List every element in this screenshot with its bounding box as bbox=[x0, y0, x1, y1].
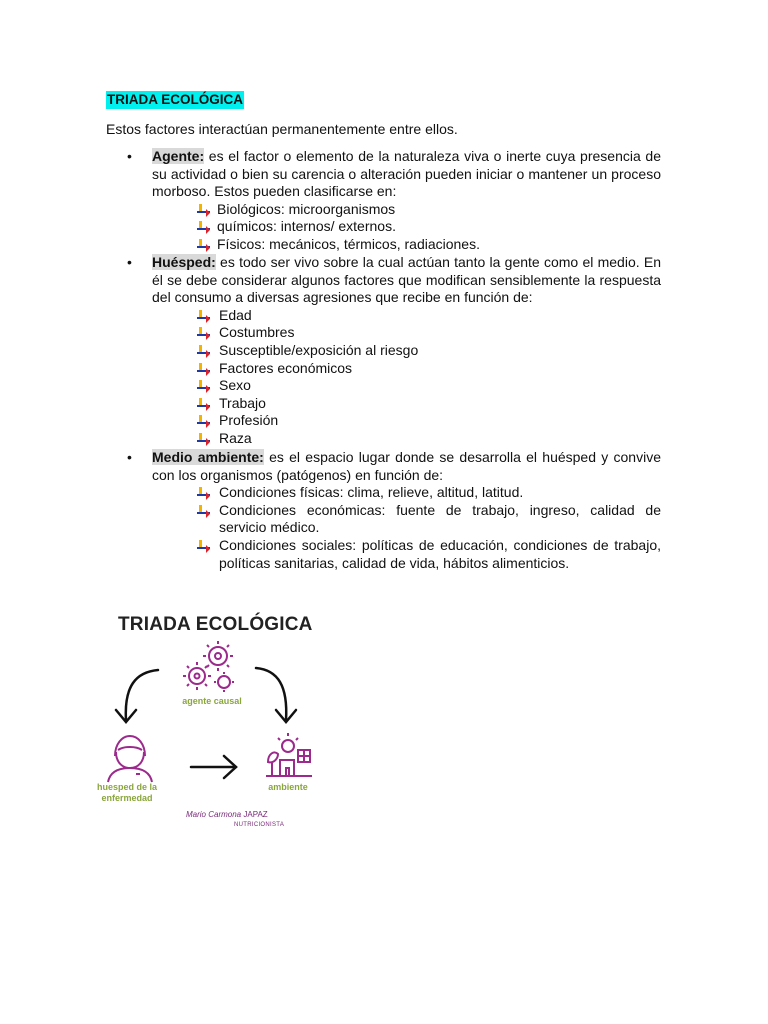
intro-text: Estos factores interactúan permanentemente entre ellos. bbox=[106, 121, 458, 137]
arrow-down-right-icon bbox=[197, 398, 210, 411]
list-item: Condiciones sociales: políticas de educación, condiciones de trabajo, políticas sanitarias, calidad de vida, hábitos alimenticios. bbox=[197, 537, 661, 572]
arrow-down-right-icon bbox=[197, 327, 210, 340]
list-item: Profesión bbox=[197, 412, 661, 430]
person-icon bbox=[108, 736, 152, 782]
term-agente: Agente: bbox=[152, 148, 205, 164]
section-agente bbox=[127, 148, 661, 254]
agent-label: agente causal bbox=[182, 696, 242, 706]
document-title: TRIADA ECOLÓGICA bbox=[107, 92, 243, 107]
bullet-dot: • bbox=[127, 148, 132, 164]
arrow-down-right-icon bbox=[197, 505, 210, 518]
list-item: Condiciones económicas: fuente de trabajo, ingreso, calidad de servicio médico. bbox=[197, 502, 661, 537]
sublist-agente bbox=[197, 201, 661, 254]
arrow-down-right-icon bbox=[197, 239, 210, 252]
arrow-down-right-icon bbox=[197, 345, 210, 358]
section-text: es el factor o elemento de la naturaleza viva o inerte cuya presencia de su actividad o bien su carencia o alteración pueden iniciar o mantener un proceso morboso. Estos pueden clasificarse en: bbox=[152, 148, 661, 200]
list-item: Raza bbox=[197, 430, 661, 448]
arrow-down-right-icon bbox=[197, 363, 210, 376]
list-item: Biológicos: microorganismos bbox=[197, 201, 661, 219]
list-item: Edad bbox=[197, 307, 661, 325]
signature bbox=[186, 810, 284, 828]
arrow-down-right-icon bbox=[197, 310, 210, 323]
arrow-down-right-icon bbox=[197, 487, 210, 500]
host-label: huesped de la enfermedad bbox=[96, 782, 158, 803]
section-medio-ambiente bbox=[127, 449, 661, 572]
term-huesped: Huésped: bbox=[152, 254, 216, 270]
list-item: Físicos: mecánicos, térmicos, radiaciones. bbox=[197, 236, 661, 254]
list-item: químicos: internos/ externos. bbox=[197, 218, 661, 236]
list-item: Trabajo bbox=[197, 395, 661, 413]
list-item: Susceptible/exposición al riesgo bbox=[197, 342, 661, 360]
list-item: Condiciones físicas: clima, relieve, altitud, latitud. bbox=[197, 484, 661, 502]
arrow-right-icon bbox=[191, 756, 236, 778]
arrow-down-right-icon bbox=[197, 540, 210, 553]
triada-figure bbox=[96, 604, 346, 834]
bullet-dot: • bbox=[127, 449, 132, 465]
figure-title: TRIADA ECOLÓGICA bbox=[118, 614, 313, 635]
signature-tag: JAPAZ bbox=[243, 810, 268, 819]
curved-arrow-left-icon bbox=[116, 670, 158, 722]
environment-label: ambiente bbox=[268, 782, 308, 792]
sublist-huesped bbox=[197, 307, 661, 448]
environment-icon bbox=[266, 733, 312, 776]
term-medio-ambiente: Medio ambiente: bbox=[152, 449, 264, 465]
arrow-down-right-icon bbox=[197, 204, 210, 217]
microbe-icon bbox=[183, 641, 234, 692]
section-text: es todo ser vivo sobre la cual actúan tanto la gente como el medio. En él se debe considerar algunos factores que modifican sensiblemente la respuesta del consumo a diversas agresiones que recibe en función de: bbox=[152, 254, 661, 306]
list-item: Factores económicos bbox=[197, 360, 661, 378]
arrow-down-right-icon bbox=[197, 433, 210, 446]
signature-role: NUTRICIONISTA bbox=[234, 822, 285, 828]
curved-arrow-right-icon bbox=[256, 668, 296, 722]
section-text: es el espacio lugar donde se desarrolla el huésped y convive con los organismos (patógenos) en función de: bbox=[152, 449, 661, 483]
arrow-down-right-icon bbox=[197, 415, 210, 428]
section-huesped bbox=[127, 254, 661, 448]
arrow-down-right-icon bbox=[197, 380, 210, 393]
arrow-down-right-icon bbox=[197, 221, 210, 234]
list-item: Costumbres bbox=[197, 324, 661, 342]
bullet-dot: • bbox=[127, 254, 132, 270]
sublist-medio-ambiente bbox=[197, 484, 661, 572]
signature-name: Mario Carmona bbox=[186, 810, 242, 819]
list-item: Sexo bbox=[197, 377, 661, 395]
